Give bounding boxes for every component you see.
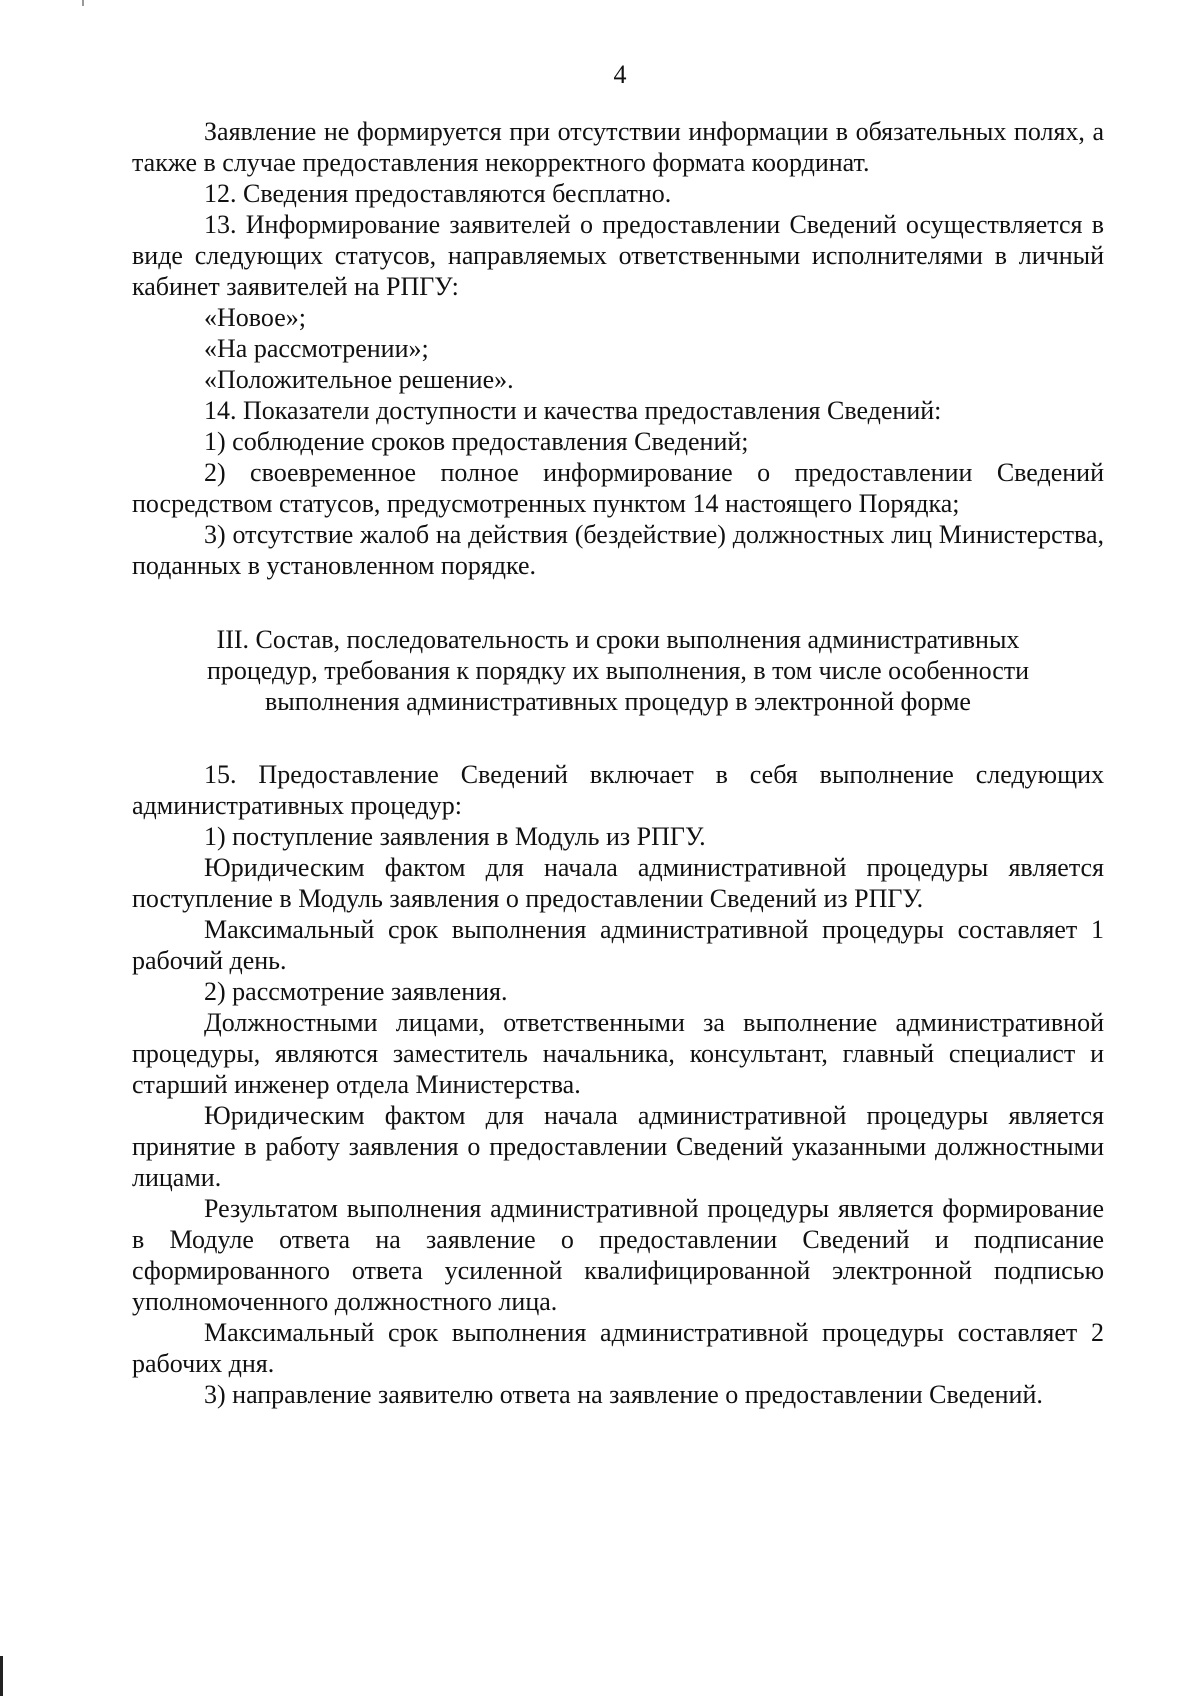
paragraph: 15. Предоставление Сведений включает в себя выполнение следующих административных процедур: — [132, 760, 1104, 820]
paragraph: Результатом выполнения административной процедуры является формирование в Модуле ответа на заявление о предоставлении Сведений и подписание сформированного ответа усиленной квалифицированной электронной подписью уполномоченного должностного лица. — [132, 1194, 1104, 1316]
list-item: 1) соблюдение сроков предоставления Сведений; — [204, 427, 749, 456]
list-item: 3) отсутствие жалоб на действия (бездействие) должностных лиц Министерства, поданных в установленном порядке. — [132, 520, 1104, 580]
spacer — [132, 581, 1104, 624]
status-item: «На рассмотрении»; — [204, 334, 429, 363]
section-heading-line: выполнения административных процедур в электронной форме — [265, 687, 971, 716]
list-item: 2) своевременное полное информирование о предоставлении Сведений посредством статусов, предусмотренных пунктом 14 настоящего Порядка; — [132, 458, 1104, 518]
status-item: «Положительное решение». — [204, 365, 514, 394]
page-number: 4 — [613, 60, 627, 89]
list-item: 3) направление заявителю ответа на заявление о предоставлении Сведений. — [204, 1380, 1043, 1409]
paragraph: Максимальный срок выполнения административной процедуры составляет 1 рабочий день. — [132, 915, 1104, 975]
section-heading-line: III. Состав, последовательность и сроки выполнения административных — [216, 625, 1020, 654]
document-body — [132, 116, 1104, 1410]
paragraph: 13. Информирование заявителей о предоставлении Сведений осуществляется в виде следующих статусов, направляемых ответственными исполнителями в личный кабинет заявителей на РПГУ: — [132, 210, 1104, 301]
scan-edge-mark — [82, 0, 84, 6]
paragraph: Юридическим фактом для начала административной процедуры является принятие в работу заявления о предоставлении Сведений указанными должностными лицами. — [132, 1101, 1104, 1192]
paragraph: 14. Показатели доступности и качества предоставления Сведений: — [204, 396, 942, 425]
paragraph: Должностными лицами, ответственными за выполнение административной процедуры, являются заместитель начальника, консультант, главный специалист и старший инженер отдела Министерства. — [132, 1008, 1104, 1099]
scan-edge-mark — [0, 1656, 3, 1696]
list-item: 1) поступление заявления в Модуль из РПГУ. — [204, 822, 706, 851]
paragraph: Максимальный срок выполнения административной процедуры составляет 2 рабочих дня. — [132, 1318, 1104, 1378]
status-item: «Новое»; — [204, 303, 306, 332]
paragraph: Заявление не формируется при отсутствии информации в обязательных полях, а также в случае предоставления некорректного формата координат. — [132, 117, 1104, 177]
spacer — [132, 717, 1104, 759]
list-item: 2) рассмотрение заявления. — [204, 977, 508, 1006]
section-heading — [132, 624, 1104, 717]
paragraph: Юридическим фактом для начала административной процедуры является поступление в Модуль заявления о предоставлении Сведений из РПГУ. — [132, 853, 1104, 913]
paragraph: 12. Сведения предоставляются бесплатно. — [204, 179, 672, 208]
section-heading-line: процедур, требования к порядку их выполнения, в том числе особенности — [206, 656, 1030, 685]
